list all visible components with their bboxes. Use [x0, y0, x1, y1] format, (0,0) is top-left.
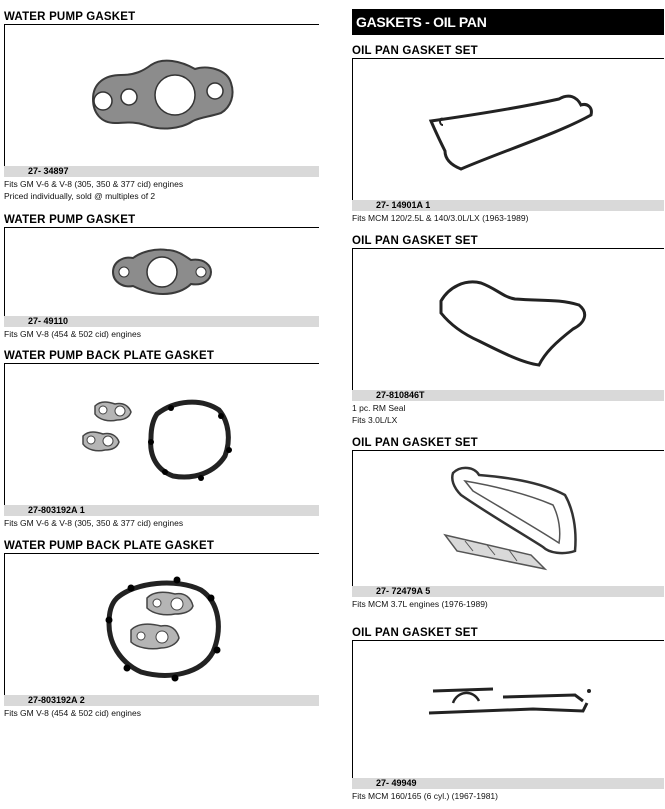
item-title: WATER PUMP BACK PLATE GASKET	[4, 540, 215, 552]
product-image-frame	[4, 24, 319, 166]
water-pump-gasket-illustration	[5, 228, 320, 316]
item-title: OIL PAN GASKET SET	[352, 45, 478, 57]
part-number: 27- 49949	[352, 778, 664, 789]
back-plate-gasket-illustration	[5, 554, 320, 695]
part-number: 27- 14901A 1	[352, 200, 664, 211]
part-number: 27- 34897	[4, 166, 319, 177]
catalog-item	[352, 436, 664, 609]
item-description: 1 pc. RM Seal	[352, 403, 406, 413]
item-title: OIL PAN GASKET SET	[352, 235, 478, 247]
section-banner: GASKETS - OIL PAN	[352, 9, 664, 35]
item-description: Fits GM V-8 (454 & 502 cid) engines	[4, 708, 142, 718]
part-number: 27-803192A 1	[4, 505, 319, 516]
item-description: Fits GM V-6 & V-8 (305, 350 & 377 cid) engines	[4, 518, 184, 528]
product-image-frame	[4, 227, 319, 316]
product-image-frame	[352, 248, 664, 390]
product-image-frame	[352, 450, 664, 586]
item-description: Priced individually, sold @ multiples of 2	[4, 191, 156, 201]
item-description: Fits 3.0L/LX	[352, 415, 398, 425]
item-title: OIL PAN GASKET SET	[352, 437, 478, 449]
part-number: 27- 49110	[4, 316, 319, 327]
catalog-item	[4, 10, 319, 201]
oil-pan-gasket-illustration	[353, 249, 665, 390]
catalog-item	[4, 213, 319, 339]
product-image-frame	[4, 363, 319, 505]
item-description: Fits GM V-6 & V-8 (305, 350 & 377 cid) engines	[4, 179, 184, 189]
catalog-item	[352, 626, 664, 801]
item-description: Fits MCM 160/165 (6 cyl.) (1967-1981)	[352, 791, 498, 801]
item-title: WATER PUMP GASKET	[4, 11, 136, 23]
water-pump-gasket-illustration	[5, 25, 320, 166]
oil-pan-gasket-illustration	[353, 59, 665, 200]
catalog-item	[352, 234, 664, 425]
part-number: 27- 72479A 5	[352, 586, 664, 597]
catalog-item	[4, 539, 319, 718]
item-title: WATER PUMP BACK PLATE GASKET	[4, 350, 215, 362]
item-title: WATER PUMP GASKET	[4, 214, 136, 226]
oil-pan-gasket-illustration	[353, 451, 665, 586]
part-number: 27-803192A 2	[4, 695, 319, 706]
catalog-item	[352, 44, 664, 223]
product-image-frame	[352, 640, 664, 778]
catalog-item	[4, 349, 319, 528]
item-description: Fits GM V-8 (454 & 502 cid) engines	[4, 329, 142, 339]
product-image-frame	[352, 58, 664, 200]
product-image-frame	[4, 553, 319, 695]
item-description: Fits MCM 3.7L engines (1976-1989)	[352, 599, 488, 609]
item-description: Fits MCM 120/2.5L & 140/3.0L/LX (1963-1989)	[352, 213, 529, 223]
item-title: OIL PAN GASKET SET	[352, 627, 478, 639]
back-plate-gasket-illustration	[5, 364, 320, 505]
oil-pan-gasket-illustration	[353, 641, 665, 778]
part-number: 27-810846T	[352, 390, 664, 401]
